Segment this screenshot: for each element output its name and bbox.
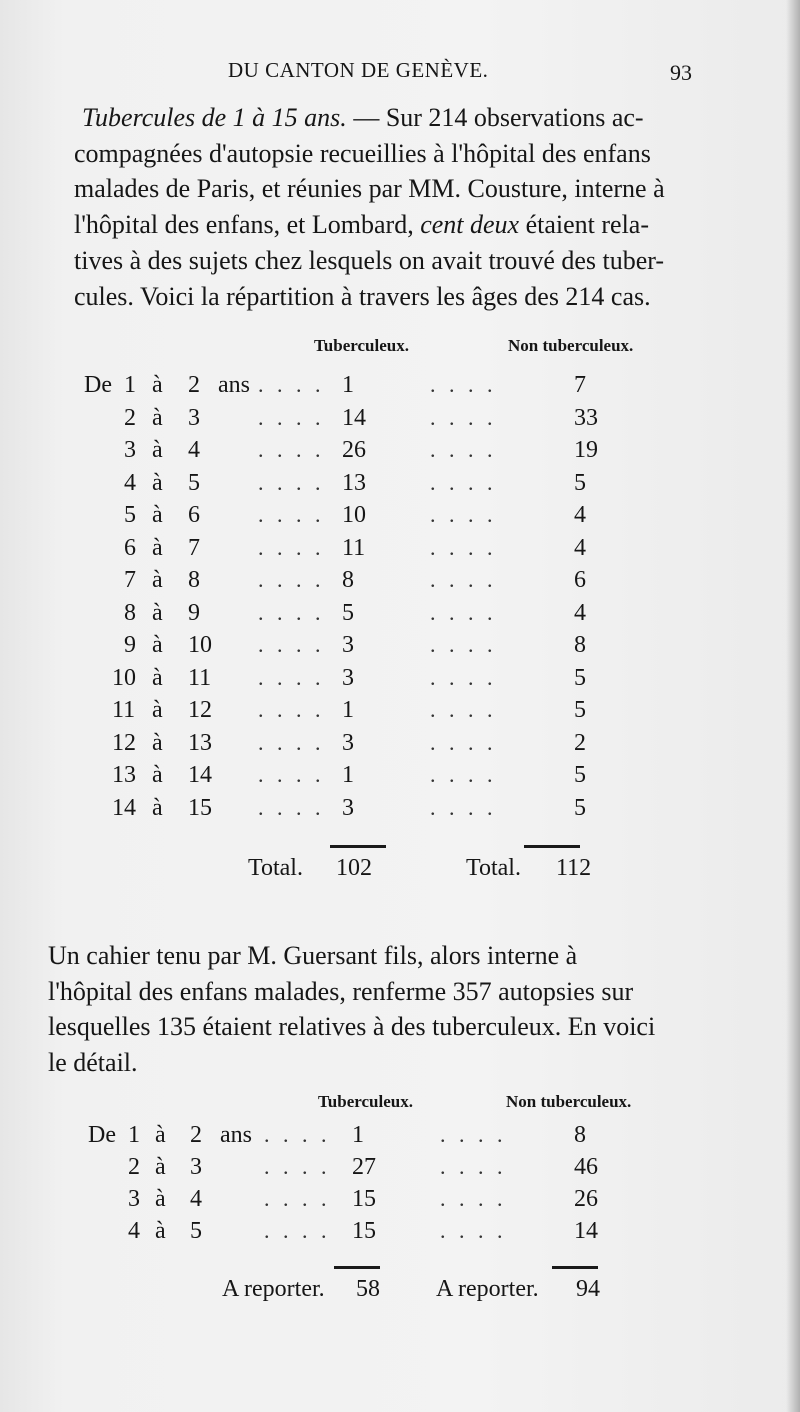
age-to: 4 <box>188 437 200 463</box>
leader-dots: . . . . <box>258 534 325 560</box>
table-row <box>0 1186 800 1216</box>
tuberculeux-count: 1 <box>342 372 354 398</box>
non-tuberculeux-count: 8 <box>574 632 586 658</box>
age-to: 11 <box>188 664 212 691</box>
leader-dots: . . . . <box>430 794 497 820</box>
age-from: 6 <box>124 534 136 561</box>
leader-dots: . . . . <box>430 404 497 430</box>
age-separator: à <box>155 1186 166 1212</box>
text-line: lesquelles 135 étaient relatives à des tuberculeux. En voici <box>48 1012 656 1042</box>
age-from: 7 <box>124 567 136 593</box>
age-separator: à <box>152 372 163 398</box>
age-separator: à <box>152 664 163 691</box>
leader-dots: . . . . <box>258 469 325 495</box>
non-tuberculeux-count: 46 <box>574 1154 598 1180</box>
leader-dots: . . . . <box>430 534 497 560</box>
tuberculeux-count: 3 <box>342 664 354 691</box>
column-header-tuberculeux: Tuberculeux. <box>318 1092 413 1111</box>
text-line: l'hôpital des enfans, et Lombard, cent deux étaient rela- <box>74 210 650 240</box>
table-row <box>0 535 800 565</box>
age-separator: à <box>152 502 163 528</box>
leader-dots: . . . . <box>264 1122 331 1147</box>
leader-dots: . . . . <box>258 502 325 527</box>
running-title: DU CANTON DE GENÈVE. <box>228 58 489 82</box>
non-tuberculeux-count: 5 <box>574 697 586 723</box>
non-tuberculeux-count: 2 <box>574 729 586 756</box>
paragraph-guersant <box>48 938 700 1081</box>
table-row <box>0 730 800 760</box>
age-separator: à <box>152 567 163 593</box>
leader-dots: . . . . <box>258 697 325 722</box>
text-line: compagnées d'autopsie recueillies à l'hôpital des enfans <box>74 138 651 168</box>
leader-dots: . . . . <box>430 567 497 592</box>
leader-dots: . . . . <box>258 437 325 462</box>
age-separator: à <box>152 599 163 626</box>
age-from: 14 <box>112 794 136 821</box>
leader-dots: . . . . <box>264 1186 331 1211</box>
tuberculeux-count: 3 <box>342 632 354 658</box>
column-header-tuberculeux: Tuberculeux. <box>314 336 409 355</box>
tuberculeux-count: 11 <box>342 534 366 561</box>
text-line: Un cahier tenu par M. Guersant fils, alors interne à <box>48 941 578 970</box>
text-line: cules. Voici la répartition à travers les âges des 214 cas. <box>74 281 651 311</box>
age-separator: à <box>152 534 163 561</box>
age-separator: à <box>152 729 163 756</box>
age-to: 12 <box>188 697 212 723</box>
tuberculeux-count: 1 <box>342 762 354 788</box>
total-row <box>0 1276 800 1310</box>
age-from: 3 <box>128 1186 140 1212</box>
age-from: 3 <box>124 437 136 463</box>
leader-dots: . . . . <box>440 1186 507 1211</box>
non-tuberculeux-count: 19 <box>574 437 598 463</box>
table-row <box>0 437 800 467</box>
non-tuberculeux-count: 14 <box>574 1218 598 1244</box>
total-label-tuberculeux: Total. <box>248 855 303 881</box>
sum-rule-non-tuberculeux <box>552 1266 598 1269</box>
age-from: 2 <box>124 404 136 431</box>
row-prefix: De <box>88 1122 116 1148</box>
age-to: 2 <box>188 372 200 398</box>
age-to: 15 <box>188 794 212 821</box>
text-line: l'hôpital des enfans malades, renferme 357 autopsies sur <box>48 976 634 1006</box>
non-tuberculeux-count: 5 <box>574 794 586 821</box>
tuberculeux-count: 3 <box>342 729 354 756</box>
leader-dots: . . . . <box>258 372 325 397</box>
table-row <box>0 1218 800 1248</box>
age-from: 2 <box>128 1154 140 1180</box>
age-from: 1 <box>124 372 136 398</box>
age-from: 4 <box>128 1218 140 1244</box>
leader-dots: . . . . <box>430 599 497 625</box>
tuberculeux-count: 26 <box>342 437 366 463</box>
age-to: 5 <box>190 1218 202 1244</box>
total-non-tuberculeux: 94 <box>576 1276 600 1302</box>
table-row <box>0 567 800 597</box>
age-separator: à <box>155 1218 166 1244</box>
age-separator: à <box>152 632 163 658</box>
age-to: 14 <box>188 762 212 788</box>
total-row <box>0 855 800 889</box>
age-unit: ans <box>220 1122 252 1148</box>
total-tuberculeux: 102 <box>336 855 372 881</box>
leader-dots: . . . . <box>430 632 497 657</box>
tuberculeux-count: 15 <box>352 1186 376 1212</box>
table-row <box>0 795 800 825</box>
non-tuberculeux-count: 7 <box>574 372 586 398</box>
non-tuberculeux-count: 5 <box>574 469 586 496</box>
age-to: 3 <box>190 1154 202 1180</box>
table-row <box>0 697 800 727</box>
age-unit: ans <box>218 372 250 398</box>
non-tuberculeux-count: 4 <box>574 534 586 561</box>
age-from: 5 <box>124 502 136 528</box>
leader-dots: . . . . <box>440 1122 507 1147</box>
leader-dots: . . . . <box>430 502 497 527</box>
table-row <box>0 762 800 792</box>
leader-dots: . . . . <box>430 762 497 787</box>
page-number: 93 <box>670 60 692 85</box>
age-separator: à <box>155 1154 166 1180</box>
age-to: 5 <box>188 469 200 496</box>
leader-dots: . . . . <box>430 697 497 722</box>
non-tuberculeux-count: 33 <box>574 404 598 431</box>
leader-dots: . . . . <box>430 729 497 755</box>
tuberculeux-count: 8 <box>342 567 354 593</box>
leader-dots: . . . . <box>258 762 325 787</box>
leader-dots: . . . . <box>258 729 325 755</box>
age-to: 10 <box>188 632 212 658</box>
non-tuberculeux-count: 6 <box>574 567 586 593</box>
age-to: 3 <box>188 404 200 431</box>
leader-dots: . . . . <box>430 372 497 397</box>
leader-dots: . . . . <box>258 404 325 430</box>
text-line: malades de Paris, et réunies par MM. Cousture, interne à <box>74 174 665 204</box>
age-to: 9 <box>188 599 200 626</box>
leader-dots: . . . . <box>258 599 325 625</box>
non-tuberculeux-count: 26 <box>574 1186 598 1212</box>
age-to: 6 <box>188 502 200 528</box>
sum-rule-tuberculeux <box>334 1266 380 1269</box>
text-line: Tubercules de 1 à 15 ans. — Sur 214 observations ac- <box>82 103 644 132</box>
non-tuberculeux-count: 5 <box>574 664 586 691</box>
leader-dots: . . . . <box>440 1218 507 1243</box>
age-from: 8 <box>124 599 136 626</box>
table-row <box>0 632 800 662</box>
row-prefix: De <box>84 372 112 398</box>
tuberculeux-count: 3 <box>342 794 354 821</box>
leader-dots: . . . . <box>258 664 325 690</box>
total-tuberculeux: 58 <box>356 1276 380 1302</box>
non-tuberculeux-count: 4 <box>574 599 586 626</box>
table-row <box>0 600 800 630</box>
tuberculeux-count: 10 <box>342 502 366 528</box>
table-row <box>0 665 800 695</box>
leader-dots: . . . . <box>430 664 497 690</box>
total-label-non-tuberculeux: A reporter. <box>436 1276 539 1302</box>
age-separator: à <box>152 404 163 431</box>
leader-dots: . . . . <box>430 437 497 462</box>
tuberculeux-count: 1 <box>342 697 354 723</box>
paragraph-tubercles-1-15 <box>74 100 700 314</box>
total-non-tuberculeux: 112 <box>556 855 592 881</box>
tuberculeux-count: 1 <box>352 1122 364 1148</box>
leader-dots: . . . . <box>258 632 325 657</box>
leader-dots: . . . . <box>264 1218 331 1243</box>
leader-dots: . . . . <box>258 567 325 592</box>
tuberculeux-count: 14 <box>342 404 366 431</box>
age-to: 2 <box>190 1122 202 1148</box>
non-tuberculeux-count: 4 <box>574 502 586 528</box>
age-to: 13 <box>188 729 212 756</box>
non-tuberculeux-count: 5 <box>574 762 586 788</box>
age-separator: à <box>152 469 163 496</box>
column-header-non-tuberculeux: Non tuberculeux. <box>506 1092 632 1111</box>
age-from: 12 <box>112 729 136 756</box>
age-separator: à <box>152 697 163 723</box>
column-header-non-tuberculeux: Non tuberculeux. <box>508 336 634 355</box>
tuberculeux-count: 27 <box>352 1154 376 1180</box>
tuberculeux-count: 13 <box>342 469 366 496</box>
tuberculeux-count: 5 <box>342 599 354 626</box>
age-separator: à <box>152 437 163 463</box>
non-tuberculeux-count: 8 <box>574 1122 586 1148</box>
age-from: 9 <box>124 632 136 658</box>
table-row <box>0 405 800 435</box>
table-row <box>0 470 800 500</box>
sum-rule-non-tuberculeux <box>524 845 580 848</box>
page-header <box>0 58 800 92</box>
total-label-tuberculeux: A reporter. <box>222 1276 325 1302</box>
table-row <box>0 372 800 402</box>
age-from: 4 <box>124 469 136 496</box>
age-to: 8 <box>188 567 200 593</box>
leader-dots: . . . . <box>264 1154 331 1179</box>
italic-phrase: cent deux <box>420 210 520 240</box>
age-from: 13 <box>112 762 136 788</box>
age-from: 1 <box>128 1122 140 1148</box>
text-line: tives à des sujets chez lesquels on avait trouvé des tuber- <box>74 245 665 275</box>
leader-dots: . . . . <box>258 794 325 820</box>
age-from: 10 <box>112 664 136 691</box>
age-to: 7 <box>188 534 200 561</box>
total-label-non-tuberculeux: Total. <box>466 855 521 881</box>
tuberculeux-count: 15 <box>352 1218 376 1244</box>
sum-rule-tuberculeux <box>330 845 386 848</box>
age-to: 4 <box>190 1186 202 1212</box>
age-separator: à <box>152 762 163 788</box>
table-row <box>0 502 800 532</box>
table-row <box>0 1122 800 1152</box>
leader-dots: . . . . <box>440 1154 507 1179</box>
table-row <box>0 1154 800 1184</box>
italic-heading: Tubercules de 1 à 15 ans. <box>82 103 347 132</box>
age-separator: à <box>155 1122 166 1148</box>
age-from: 11 <box>112 697 136 723</box>
age-separator: à <box>152 794 163 821</box>
leader-dots: . . . . <box>430 469 497 495</box>
text-line: le détail. <box>48 1048 138 1078</box>
